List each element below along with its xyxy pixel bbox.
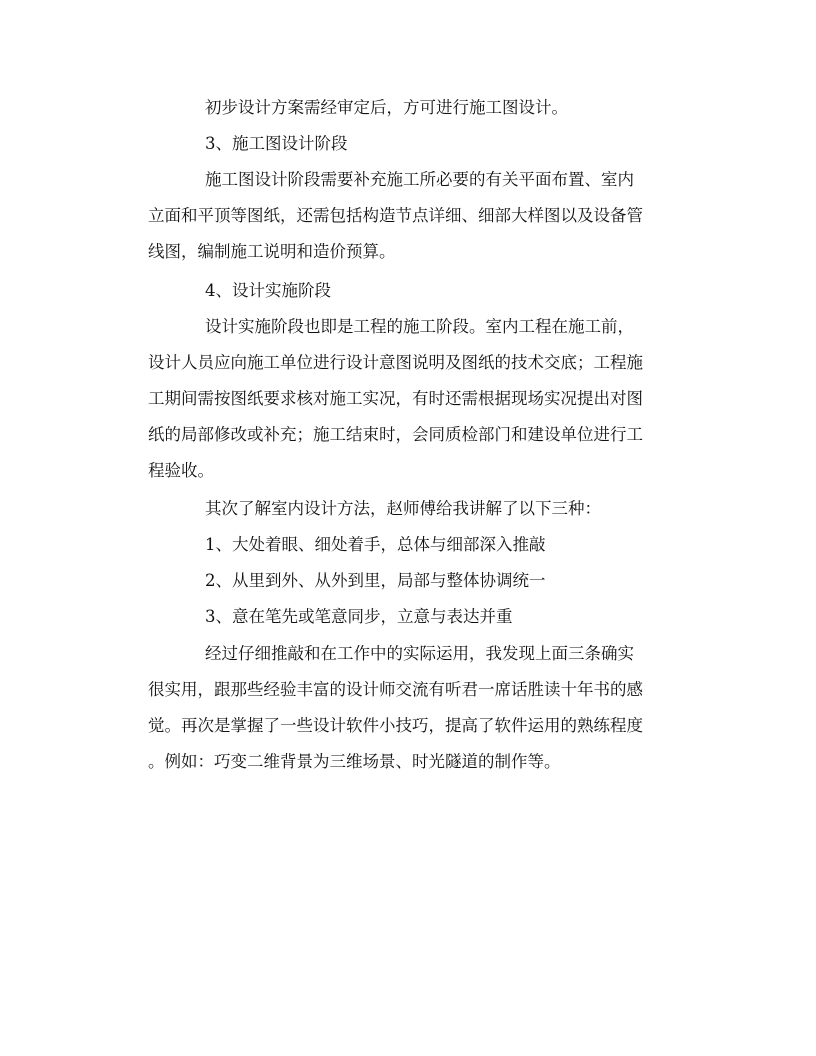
section-heading: 3、施工图设计阶段 xyxy=(205,134,348,153)
list-item: 1、大处着眼、细处着手，总体与细部深入推敲 xyxy=(205,535,546,554)
paragraph-line: 很实用，跟那些经验丰富的设计师交流有听君一席话胜读十年书的感 xyxy=(148,680,643,699)
paragraph-line: 施工图设计阶段需要补充施工所必要的有关平面布置、室内 xyxy=(205,170,634,189)
paragraph-line: 纸的局部修改或补充；施工结束时，会同质检部门和建设单位进行工 xyxy=(148,425,643,444)
paragraph-line: 经过仔细推敲和在工作中的实际运用，我发现上面三条确实 xyxy=(205,644,634,663)
paragraph-line: 线图，编制施工说明和造价预算。 xyxy=(148,242,396,261)
section-heading: 4、设计实施阶段 xyxy=(205,281,331,300)
paragraph-line: 工期间需按图纸要求核对施工实况，有时还需根据现场实况提出对图 xyxy=(148,389,643,408)
paragraph-line: 设计实施阶段也即是工程的施工阶段。室内工程在施工前， xyxy=(205,317,634,336)
paragraph-line: 。例如：巧变二维背景为三维场景、时光隧道的制作等。 xyxy=(148,752,561,771)
paragraph-line: 觉。再次是掌握了一些设计软件小技巧，提高了软件运用的熟练程度 xyxy=(148,716,643,735)
list-item: 3、意在笔先或笔意同步，立意与表达并重 xyxy=(205,607,513,626)
paragraph-line: 设计人员应向施工单位进行设计意图说明及图纸的技术交底；工程施 xyxy=(148,353,643,372)
paragraph-line: 初步设计方案需经审定后，方可进行施工图设计。 xyxy=(205,98,568,117)
paragraph-line: 其次了解室内设计方法，赵师傅给我讲解了以下三种： xyxy=(205,499,601,518)
paragraph-line: 程验收。 xyxy=(148,461,214,480)
list-item: 2、从里到外、从外到里，局部与整体协调统一 xyxy=(205,571,546,590)
paragraph-line: 立面和平顶等图纸，还需包括构造节点详细、细部大样图以及设备管 xyxy=(148,206,643,225)
